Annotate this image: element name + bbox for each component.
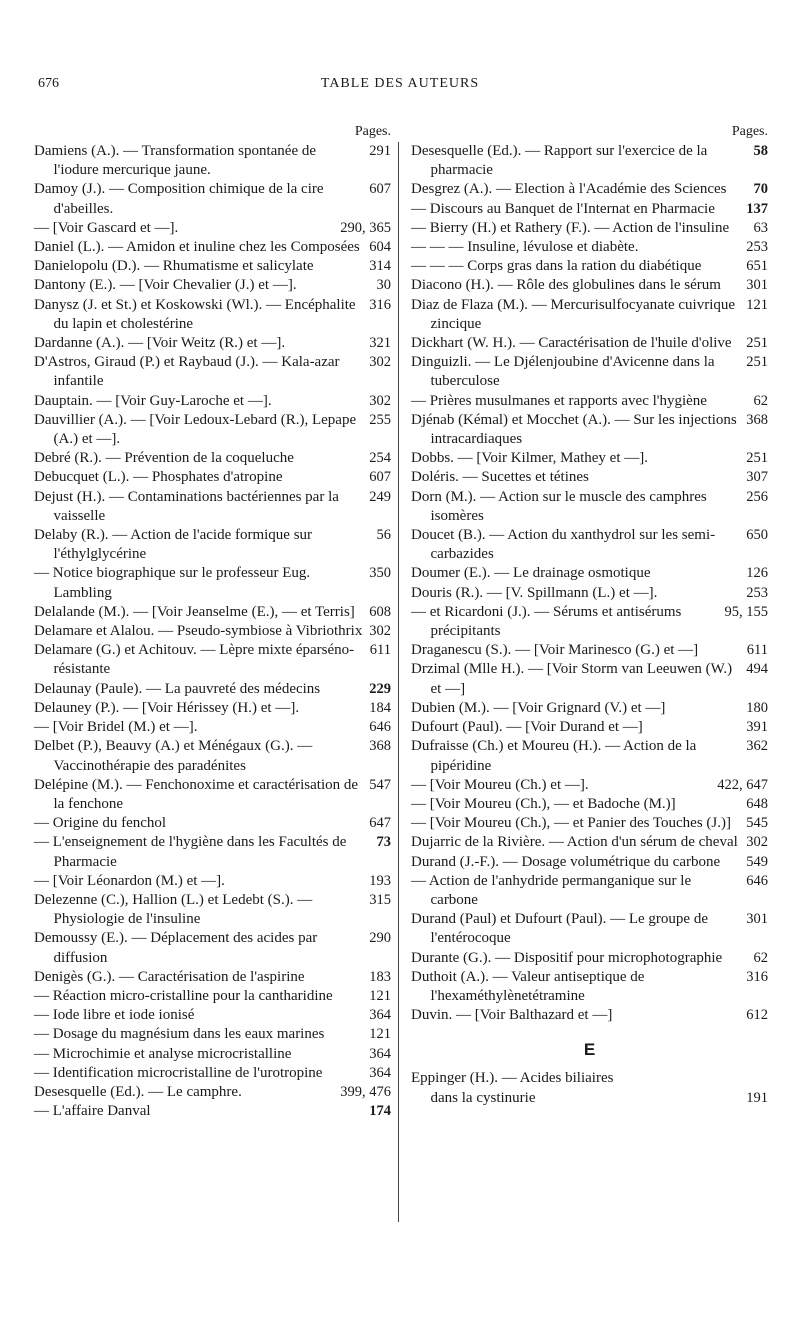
page-number: 676: [38, 76, 59, 91]
page-ref: 368: [369, 738, 391, 755]
entry-text: Debucquet (L.). — Phosphates d'atropine: [34, 469, 283, 486]
page-ref: 549: [746, 853, 768, 870]
entry-text: — [Voir Moureu (Ch.), — et Panier des Touches (J.)]: [411, 815, 732, 832]
page-ref: 251: [746, 354, 768, 371]
left-column: [34, 122, 391, 1121]
page-ref: 651: [746, 258, 768, 275]
entry-text: Dujarric de la Rivière. — Action d'un sérum de cheval: [411, 834, 738, 851]
index-entry: [34, 142, 391, 180]
entry-text: Desgrez (A.). — Election à l'Académie des Sciences: [411, 181, 727, 198]
page-ref: 302: [369, 623, 391, 640]
index-entry: [411, 776, 768, 795]
page-ref: 121: [369, 1026, 391, 1043]
entry-text: Djénab (Kémal) et Mocchet (A.). — Sur les injections intracardiaques: [411, 411, 737, 448]
entry-text: Eppinger (H.). — Acides biliaires: [411, 1070, 614, 1087]
entry-text: Dauvillier (A.). — [Voir Ledoux-Lebard (R.), Lepape (A.) et —].: [34, 411, 357, 448]
entry-text: Drzimal (Mlle H.). — [Voir Storm van Leeuwen (W.) et —]: [411, 661, 733, 697]
page-ref: 229: [369, 680, 391, 697]
index-entry: [411, 468, 768, 487]
page-ref: 63: [753, 219, 768, 236]
index-entry: [34, 564, 391, 602]
index-entry: [411, 853, 768, 872]
page-ref: 251: [746, 450, 768, 467]
page-ref: 494: [746, 661, 768, 678]
index-entry: [34, 776, 391, 814]
entry-text: — Identification microcristalline de l'urotropine: [34, 1064, 323, 1081]
index-entry: [411, 353, 768, 391]
page-ref: 253: [746, 584, 768, 601]
index-entry: [411, 219, 768, 238]
entry-text: Damoy (J.). — Composition chimique de la cire d'abeilles.: [34, 181, 324, 217]
page-ref: 126: [746, 565, 768, 582]
index-entry: [411, 603, 768, 641]
page-ref: 58: [753, 143, 768, 159]
entry-text: — et Ricardoni (J.). — Sérums et antisérums précipitants: [411, 603, 682, 640]
entry-text: — L'enseignement de l'hygiène dans les Facultés de Pharmacie: [34, 834, 347, 870]
entry-text: Durand (Paul) et Dufourt (Paul). — Le groupe de l'entérocoque: [411, 911, 708, 947]
page-header: [0, 76, 800, 96]
page-ref: 362: [746, 738, 768, 755]
index-entry: [34, 603, 391, 622]
page-ref: 30: [376, 277, 391, 294]
entry-text: Diaz de Flaza (M.). — Mercurisulfocyanate cuivrique zincique: [411, 296, 736, 332]
running-title: TABLE DES AUTEURS: [320, 76, 480, 91]
index-entry: [411, 737, 768, 775]
entry-text: Debré (R.). — Prévention de la coqueluche: [34, 450, 294, 467]
entry-text: Desesquelle (Ed.). — Rapport sur l'exercice de la pharmacie: [411, 143, 708, 179]
page-ref: 350: [369, 565, 391, 582]
index-entry: [34, 641, 391, 679]
page-ref: 422, 647: [717, 776, 768, 793]
entry-text: Dickhart (W. H.). — Caractérisation de l'huile d'olive: [411, 335, 732, 352]
index-entry: [34, 1045, 391, 1064]
entry-text: — L'affaire Danval: [34, 1103, 151, 1120]
index-entry: [411, 564, 768, 583]
index-entry: [34, 392, 391, 411]
index-entry: [34, 1006, 391, 1025]
pages-label: Pages.: [354, 124, 391, 139]
index-entry: [411, 795, 768, 814]
pages-label: Pages.: [731, 124, 768, 139]
entry-text: D'Astros, Giraud (P.) et Raybaud (J.). — Kala-azar infantile: [34, 354, 340, 390]
index-entry: [34, 891, 391, 929]
index-entry: [34, 699, 391, 718]
index-entry: [411, 949, 768, 968]
entry-text: Delaby (R.). — Action de l'acide formique sur l'éthylglycérine: [34, 527, 313, 563]
column-divider: [398, 142, 399, 1222]
page-ref: 253: [746, 239, 768, 256]
entry-text: Delaunay (Paule). — La pauvreté des médecins: [34, 680, 321, 697]
index-entry: [34, 296, 391, 334]
page-ref: 121: [369, 987, 391, 1004]
entry-text: Delezenne (C.), Hallion (L.) et Ledebt (S.). — Physiologie de l'insuline: [34, 891, 313, 928]
index-entry: [411, 641, 768, 660]
page-ref: 180: [746, 699, 768, 716]
page-ref: 249: [369, 488, 391, 505]
page-ref: 611: [369, 642, 391, 659]
page-ref: 647: [369, 815, 391, 832]
entry-text: Doumer (E.). — Le drainage osmotique: [411, 565, 651, 582]
page-ref: 256: [746, 488, 768, 505]
entry-text: — Origine du fenchol: [34, 815, 167, 832]
entry-text: Doléris. — Sucettes et tétines: [411, 469, 589, 486]
right-column: [411, 122, 768, 1108]
page-ref: 314: [369, 258, 391, 275]
entry-text: — Prières musulmanes et rapports avec l'hygiène: [411, 392, 707, 409]
page-ref: 604: [369, 239, 391, 256]
entry-text: Dejust (H.). — Contaminations bactériennes par la vaisselle: [34, 488, 339, 524]
page-ref: 391: [746, 719, 768, 736]
index-entry: [411, 968, 768, 1006]
page-ref: 184: [369, 699, 391, 716]
page-ref: 648: [746, 795, 768, 812]
entry-text: Dufraisse (Ch.) et Moureu (H.). — Action de la pipéridine: [411, 738, 697, 774]
entry-text: Demoussy (E.). — Déplacement des acides par diffusion: [34, 930, 318, 966]
index-entry: [411, 180, 768, 199]
page-ref: 307: [746, 469, 768, 486]
index-entry: [34, 353, 391, 391]
page-ref: 62: [753, 392, 768, 409]
entry-text: Delalande (M.). — [Voir Jeanselme (E.), — et Terris]: [34, 603, 355, 620]
entry-text: — Réaction micro-cristalline pour la cantharidine: [34, 987, 333, 1004]
entry-text: — Notice biographique sur le professeur Eug. Lambling: [34, 565, 311, 601]
index-entry: [34, 526, 391, 564]
page-ref: 251: [746, 335, 768, 352]
entry-text: Dobbs. — [Voir Kilmer, Mathey et —].: [411, 450, 649, 467]
page-ref: 607: [369, 469, 391, 486]
page-ref: 646: [746, 872, 768, 889]
entry-text: — [Voir Moureu (Ch.) et —].: [411, 776, 589, 793]
entry-text: Dinguizli. — Le Djélenjoubine d'Avicenne dans la tuberculose: [411, 354, 715, 390]
entry-text: Delamare (G.) et Achitouv. — Lèpre mixte éparséno-résistante: [34, 642, 355, 678]
page-ref: 364: [369, 1064, 391, 1081]
page-ref: 364: [369, 1007, 391, 1024]
index-entry: [34, 257, 391, 276]
page-ref: 254: [369, 450, 391, 467]
entry-text: Duthoit (A.). — Valeur antiseptique de l'hexaméthylènetétramine: [411, 968, 645, 1004]
index-entry: [411, 392, 768, 411]
entry-text: — — — Corps gras dans la ration du diabétique: [411, 258, 702, 275]
index-entry: [34, 929, 391, 967]
index-entry: [411, 718, 768, 737]
index-entry: [34, 180, 391, 218]
entry-text: Dufourt (Paul). — [Voir Durand et —]: [411, 719, 643, 736]
index-entry: [34, 1102, 391, 1121]
page-ref: 316: [369, 296, 391, 313]
page-ref: 301: [746, 911, 768, 928]
page-ref: 174: [369, 1103, 391, 1120]
entry-text: dans la cystinurie: [430, 1089, 536, 1106]
entry-text: Diacono (H.). — Rôle des globulines dans le sérum: [411, 277, 721, 294]
index-entry: [411, 584, 768, 603]
page-ref: 301: [746, 277, 768, 294]
index-entry: [34, 488, 391, 526]
entry-text: Delauney (P.). — [Voir Hérissey (H.) et —].: [34, 699, 300, 716]
index-entry: [411, 1069, 768, 1107]
index-entry: [34, 680, 391, 699]
index-entry: [411, 488, 768, 526]
index-entry: [34, 968, 391, 987]
entry-text: Doucet (B.). — Action du xanthydrol sur les semi-carbazides: [411, 527, 716, 563]
index-entry: [411, 526, 768, 564]
page-ref: 364: [369, 1045, 391, 1062]
page-ref: 399, 476: [340, 1083, 391, 1100]
page-ref: 191: [746, 1089, 768, 1106]
index-entry: [34, 219, 391, 238]
index-entry: [411, 334, 768, 353]
index-entry: [411, 833, 768, 852]
page-ref: 62: [753, 949, 768, 966]
index-entry: [34, 449, 391, 468]
right-entry-list: [411, 142, 768, 1025]
entry-text: Durante (G.). — Dispositif pour microphotographie: [411, 949, 723, 966]
page-ref: 73: [376, 834, 391, 851]
entry-text: Duvin. — [Voir Balthazard et —]: [411, 1007, 613, 1024]
index-entry: [411, 1006, 768, 1025]
index-entry: [34, 334, 391, 353]
index-entry: [411, 699, 768, 718]
entry-text: — Bierry (H.) et Rathery (F.). — Action de l'insuline: [411, 219, 730, 236]
page-ref: 56: [376, 527, 391, 544]
index-entry: [34, 872, 391, 891]
index-entry: [411, 296, 768, 334]
index-entry: [411, 449, 768, 468]
entry-text: Delbet (P.), Beauvy (A.) et Ménégaux (G.). — Vaccinothérapie des paradénites: [34, 738, 313, 774]
page-ref: 646: [369, 719, 391, 736]
index-entry: [411, 276, 768, 295]
entry-text: Dauptain. — [Voir Guy-Laroche et —].: [34, 392, 272, 409]
page-ref: 95, 155: [724, 603, 768, 620]
entry-text: Desesquelle (Ed.). — Le camphre.: [34, 1083, 242, 1100]
index-entry: [34, 1025, 391, 1044]
page-ref: 608: [369, 603, 391, 620]
entry-text: — [Voir Bridel (M.) et —].: [34, 719, 198, 736]
page-ref: 302: [369, 354, 391, 371]
index-entry: [34, 987, 391, 1006]
index-entry: [34, 1083, 391, 1102]
index-entry: [34, 718, 391, 737]
page-ref: 612: [746, 1007, 768, 1024]
section-letter: E: [583, 1040, 596, 1060]
page-ref: 545: [746, 815, 768, 832]
index-entry: [34, 411, 391, 449]
page-ref: 70: [753, 181, 768, 198]
entry-text-continued: [411, 1089, 768, 1108]
index-entry: [411, 660, 768, 698]
entry-text: — Dosage du magnésium dans les eaux marines: [34, 1026, 325, 1043]
entry-text: Dardanne (A.). — [Voir Weitz (R.) et —].: [34, 335, 286, 352]
page-ref: 290, 365: [340, 219, 391, 236]
entry-text: — [Voir Gascard et —].: [34, 219, 179, 236]
page-ref: 316: [746, 968, 768, 985]
page-ref: 321: [369, 335, 391, 352]
page-ref: 611: [746, 642, 768, 659]
entry-text: Danysz (J. et St.) et Koskowski (Wl.). — Encéphalite du lapin et cholestérine: [34, 296, 356, 332]
entry-text: Draganescu (S.). — [Voir Marinesco (G.) et —]: [411, 642, 699, 659]
page-ref: 315: [369, 891, 391, 908]
index-entry: [34, 814, 391, 833]
entry-text: — [Voir Léonardon (M.) et —].: [34, 872, 225, 889]
page-ref: 183: [369, 968, 391, 985]
page-ref: 291: [369, 143, 391, 159]
entry-text: — Iode libre et iode ionisé: [34, 1007, 195, 1024]
page-ref: 193: [369, 872, 391, 889]
index-entry: [411, 872, 768, 910]
entry-text: — Action de l'anhydride permanganique sur le carbone: [411, 872, 692, 908]
page-ref: 650: [746, 527, 768, 544]
entry-text: Delamare et Alalou. — Pseudo-symbiose à Vibriothrix: [34, 623, 363, 640]
page-ref: 607: [369, 181, 391, 198]
index-entry: [34, 622, 391, 641]
index-entry: [34, 238, 391, 257]
index-entry: [34, 1064, 391, 1083]
index-entry: [411, 814, 768, 833]
entry-text: Danielopolu (D.). — Rhumatisme et salicylate: [34, 258, 314, 275]
entry-text: Damiens (A.). — Transformation spontanée de l'iodure mercurique jaune.: [34, 143, 317, 179]
page-ref: 121: [746, 296, 768, 313]
entry-text: — — — Insuline, lévulose et diabète.: [411, 239, 639, 256]
index-entry: [411, 200, 768, 219]
index-entry: [34, 276, 391, 295]
index-entry: [34, 737, 391, 775]
entry-text: — [Voir Moureu (Ch.), — et Badoche (M.)]: [411, 795, 676, 812]
left-entry-list: [34, 142, 391, 1121]
entry-text: Dantony (E.). — [Voir Chevalier (J.) et —].: [34, 277, 297, 294]
entry-text: Douris (R.). — [V. Spillmann (L.) et —].: [411, 584, 658, 601]
page-ref: 547: [369, 776, 391, 793]
index-entry: [411, 238, 768, 257]
page-ref: 255: [369, 411, 391, 428]
entry-text: Denigès (G.). — Caractérisation de l'aspirine: [34, 968, 305, 985]
index-entry: [411, 142, 768, 180]
index-entry: [411, 910, 768, 948]
index-entry: [411, 257, 768, 276]
index-entry: [411, 411, 768, 449]
entry-text: Daniel (L.). — Amidon et inuline chez les Composées: [34, 239, 360, 256]
page-ref: 302: [746, 834, 768, 851]
page-ref: 137: [746, 200, 768, 217]
page-ref: 302: [369, 392, 391, 409]
entry-text: — Microchimie et analyse microcristalline: [34, 1045, 292, 1062]
entry-text: Dorn (M.). — Action sur le muscle des camphres isomères: [411, 488, 707, 524]
index-entry: [34, 833, 391, 871]
entry-text: Dubien (M.). — [Voir Grignard (V.) et —]: [411, 699, 666, 716]
entry-text: Delépine (M.). — Fenchonoxime et caractérisation de la fenchone: [34, 776, 359, 812]
index-entry: [34, 468, 391, 487]
page-ref: 368: [746, 411, 768, 428]
entry-text: — Discours au Banquet de l'Internat en Pharmacie: [411, 200, 715, 217]
entry-text: Durand (J.-F.). — Dosage volumétrique du carbone: [411, 853, 721, 870]
page-ref: 290: [369, 930, 391, 947]
